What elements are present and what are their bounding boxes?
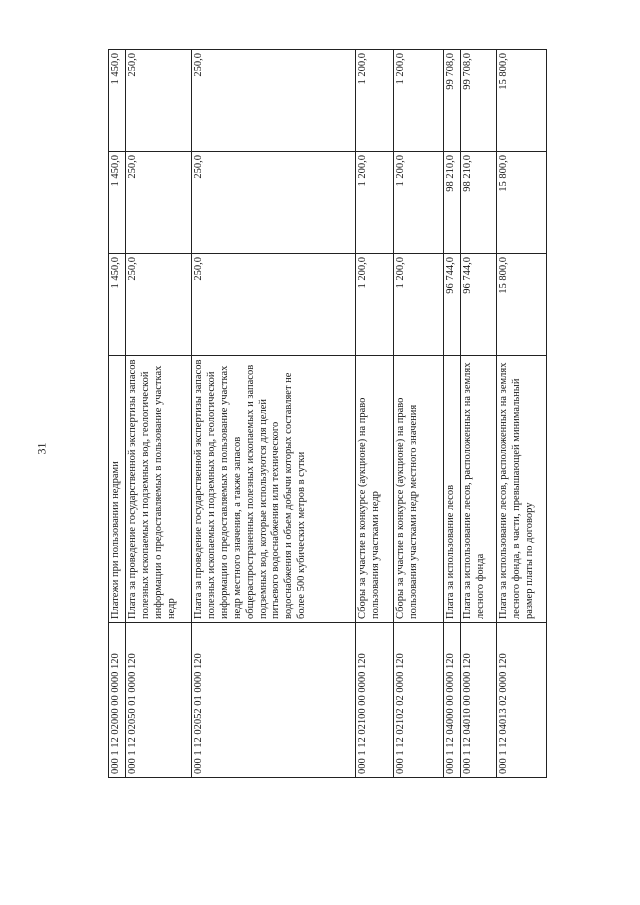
row-code: 000 1 12 04000 00 0000 120 (444, 623, 461, 778)
row-code: 000 1 12 02000 00 0000 120 (109, 623, 126, 778)
row-name: Плата за использование лесов, расположенных на землях лесного фонда, в части, превышающей минимальный размер платы по договору (497, 356, 547, 623)
row-value-3: 250,0 (192, 50, 356, 152)
row-name: Сборы за участие в конкурсе (аукционе) на право пользования участками недр местного значения (394, 356, 444, 623)
row-value-2: 1 200,0 (356, 152, 394, 254)
row-value-1: 1 200,0 (394, 254, 444, 356)
row-name: Плата за проведение государственной экспертизы запасов полезных ископаемых и подземных вод, геологической информации о предоставляемых в пользование участках недр местного значения, а также запасов общераспространенных полезных ископаемых и запасов подземных вод, которые используются для целей питьевого водоснабжения или технического водоснабжения и объем добычи которых составляет не более 500 кубических метров в сутки (192, 356, 356, 623)
row-name: Плата за использование лесов (444, 356, 461, 623)
row-code: 000 1 12 04010 00 0000 120 (461, 623, 497, 778)
budget-revenue-table (108, 49, 547, 778)
row-name: Сборы за участие в конкурсе (аукционе) на право пользования участками недр (356, 356, 394, 623)
row-value-2: 98 210,0 (461, 152, 497, 254)
row-code: 000 1 12 02050 01 0000 120 (126, 623, 192, 778)
table-row (109, 50, 126, 778)
table-row (497, 50, 547, 778)
table-row (192, 50, 356, 778)
page-number: 31 (34, 442, 49, 455)
row-code: 000 1 12 02102 02 0000 120 (394, 623, 444, 778)
table-row (394, 50, 444, 778)
row-code: 000 1 12 02052 01 0000 120 (192, 623, 356, 778)
row-value-1: 250,0 (126, 254, 192, 356)
table-row (126, 50, 192, 778)
row-value-2: 250,0 (192, 152, 356, 254)
row-value-3: 99 708,0 (461, 50, 497, 152)
row-value-2: 15 800,0 (497, 152, 547, 254)
row-value-1: 96 744,0 (444, 254, 461, 356)
row-value-3: 99 708,0 (444, 50, 461, 152)
row-name: Плата за проведение государственной экспертизы запасов полезных ископаемых и подземных вод, геологической информации о предоставляемых в пользование участках недр (126, 356, 192, 623)
row-value-1: 1 450,0 (109, 254, 126, 356)
row-value-1: 250,0 (192, 254, 356, 356)
row-value-2: 98 210,0 (444, 152, 461, 254)
table-row (444, 50, 461, 778)
budget-table-sheet (108, 53, 535, 778)
row-value-2: 1 450,0 (109, 152, 126, 254)
row-value-1: 15 800,0 (497, 254, 547, 356)
row-value-3: 1 200,0 (356, 50, 394, 152)
row-value-3: 250,0 (126, 50, 192, 152)
row-code: 000 1 12 04013 02 0000 120 (497, 623, 547, 778)
row-value-3: 1 200,0 (394, 50, 444, 152)
row-value-3: 1 450,0 (109, 50, 126, 152)
row-code: 000 1 12 02100 00 0000 120 (356, 623, 394, 778)
row-value-1: 96 744,0 (461, 254, 497, 356)
row-name: Платежи при пользовании недрами (109, 356, 126, 623)
row-value-2: 250,0 (126, 152, 192, 254)
row-value-3: 15 800,0 (497, 50, 547, 152)
row-name: Плата за использование лесов, расположенных на землях лесного фонда (461, 356, 497, 623)
table-row (461, 50, 497, 778)
row-value-1: 1 200,0 (356, 254, 394, 356)
row-value-2: 1 200,0 (394, 152, 444, 254)
table-row (356, 50, 394, 778)
